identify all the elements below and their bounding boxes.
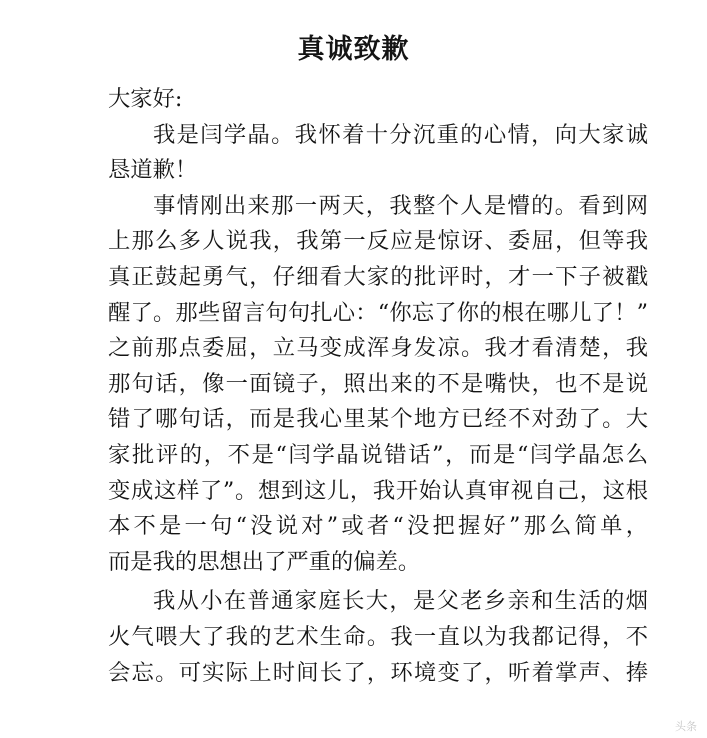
text-line: 上那么多人说我，我第一反应是惊讶、委屈，但等我: [108, 228, 648, 255]
text-line: 真正鼓起勇气，仔细看大家的批评时，才一下子被戳: [108, 263, 648, 290]
text-line: 错了哪句话，而是我心里某个地方已经不对劲了。大: [108, 406, 648, 433]
document-body: [108, 82, 648, 691]
text-line: 醒了。那些留言句句扎心：“你忘了你的根在哪儿了！”: [108, 299, 648, 326]
text-line: 本不是一句“没说对”或者“没把握好”那么简单，: [108, 513, 648, 540]
text-line: 我从小在普通家庭长大，是父老乡亲和生活的烟: [153, 588, 648, 615]
text-line: 而是我的思想出了严重的偏差。: [108, 548, 421, 575]
watermark: 头条: [675, 720, 697, 733]
text-line: 之前那点委屈，立马变成浑身发凉。我才看清楚，我: [108, 335, 648, 362]
text-line: 会忘。可实际上时间长了，环境变了，听着掌声、捧: [108, 659, 648, 686]
text-line: 那句话，像一面镜子，照出来的不是嘴快，也不是说: [108, 370, 648, 397]
text-line: 变成这样了”。想到这儿，我开始认真审视自己，这根: [108, 477, 648, 504]
text-line: 火气喂大了我的艺术生命。我一直以为我都记得，不: [108, 623, 648, 650]
text-line: 我是闫学晶。我怀着十分沉重的心情，向大家诚: [153, 121, 648, 148]
text-line: 家批评的，不是“闫学晶说错话”，而是“闫学晶怎么: [108, 441, 648, 468]
text-line: 恳道歉！: [108, 157, 198, 184]
text-line: 事情刚出来那一两天，我整个人是懵的。看到网: [153, 192, 648, 219]
document-title: 真诚致歉: [297, 34, 410, 65]
text-line: 大家好:: [108, 86, 183, 112]
